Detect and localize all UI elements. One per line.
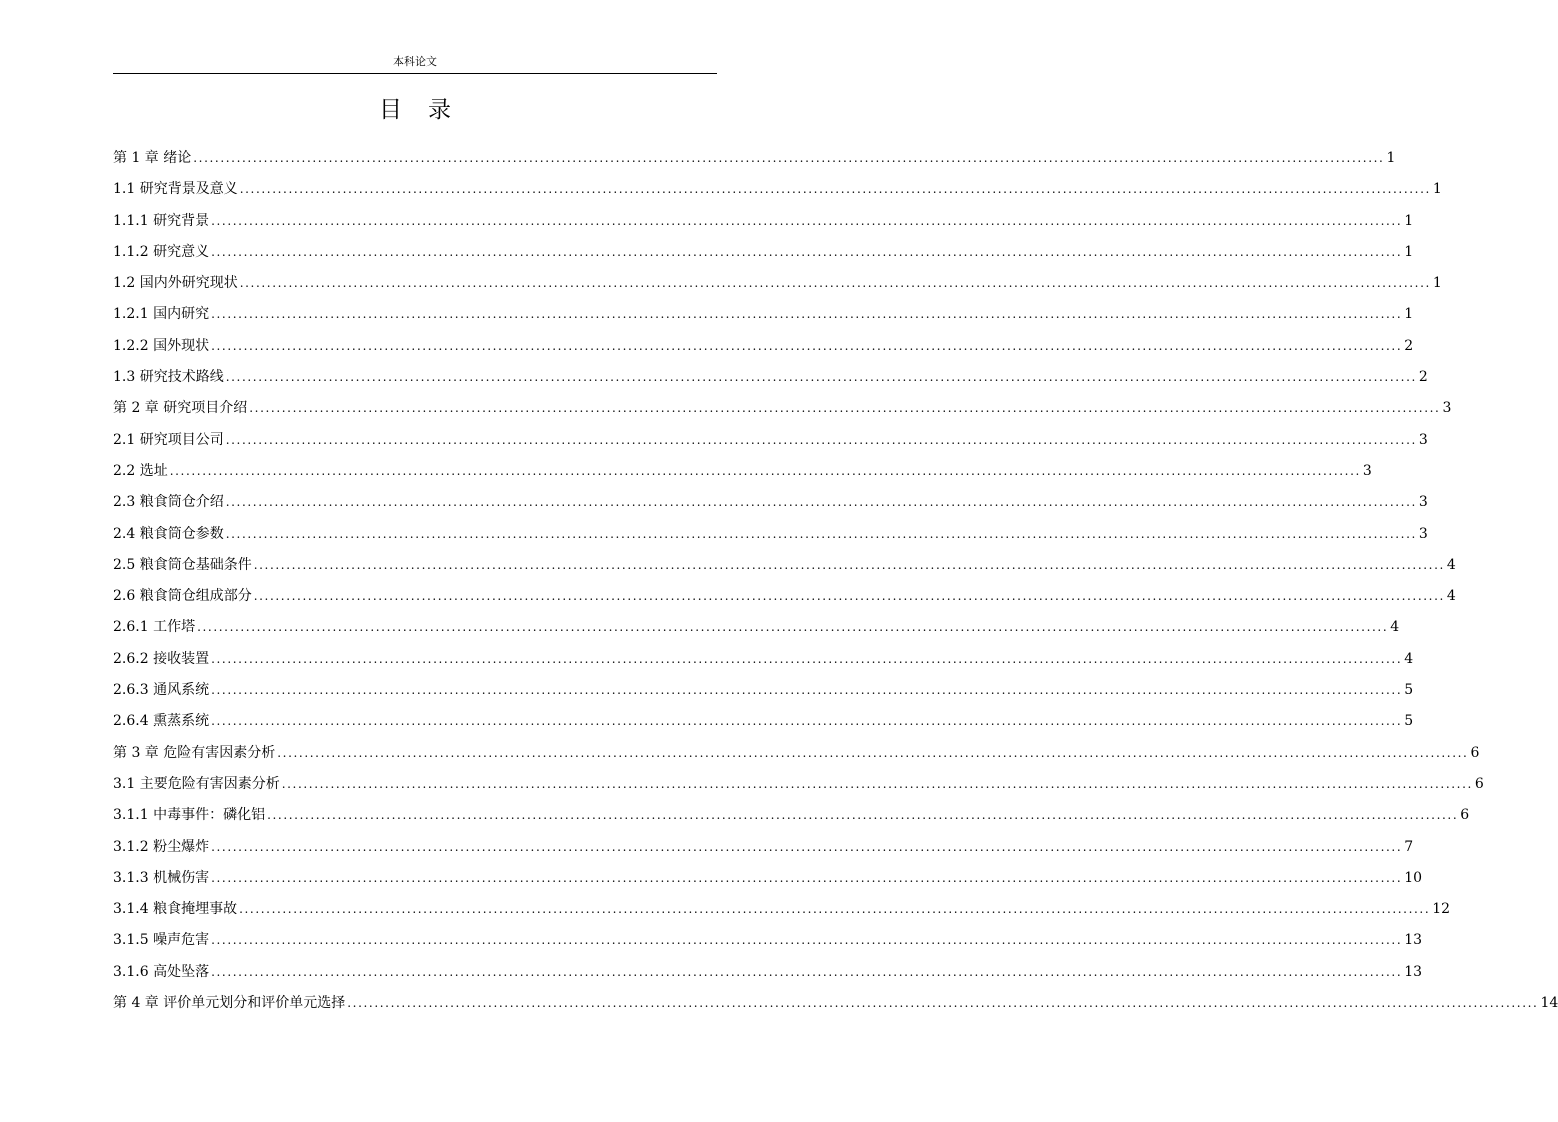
toc-entry-label: 第 4 章 评价单元划分和评价单元选择 <box>113 995 346 1012</box>
toc-entry-page: 3 <box>1418 494 1428 511</box>
running-header: 本科论文 <box>393 55 437 68</box>
toc-entry-page: 1 <box>1432 181 1442 198</box>
toc-entry-label: 1.1.2 研究意义 <box>113 243 210 260</box>
toc-dot-leader: ............................................................................................................................................................................................................................ <box>211 213 1403 228</box>
toc-entry-page: 12 <box>1432 901 1451 918</box>
toc-dot-leader: ............................................................................................................................................................................................................................ <box>169 463 1361 478</box>
toc-entry[interactable] <box>113 206 1414 237</box>
toc-entry[interactable] <box>113 456 1372 487</box>
toc-entry-label: 3.1 主要危险有害因素分析 <box>113 775 280 792</box>
toc-entry-page: 6 <box>1474 775 1484 792</box>
toc-entry-page: 2 <box>1418 369 1428 386</box>
toc-dot-leader: ............................................................................................................................................................................................................................ <box>277 745 1469 760</box>
toc-entry-label: 第 2 章 研究项目介绍 <box>113 400 248 417</box>
toc-entry[interactable] <box>113 800 1470 831</box>
toc-entry[interactable] <box>113 706 1414 737</box>
toc-dot-leader: ............................................................................................................................................................................................................................ <box>225 495 1417 510</box>
toc-entry-page: 7 <box>1404 838 1414 855</box>
table-of-contents <box>113 143 1558 1019</box>
toc-entry-label: 2.6 粮食筒仓组成部分 <box>113 588 252 605</box>
toc-entry-page: 13 <box>1404 963 1423 980</box>
toc-entry[interactable] <box>113 237 1414 268</box>
toc-entry[interactable] <box>113 393 1452 424</box>
toc-dot-leader: ............................................................................................................................................................................................................................ <box>211 683 1403 698</box>
toc-title <box>113 94 717 126</box>
toc-entry-page: 13 <box>1404 932 1423 949</box>
header-rule <box>113 73 717 74</box>
toc-entry-page: 1 <box>1404 243 1414 260</box>
toc-entry-label: 1.2.2 国外现状 <box>113 337 210 354</box>
toc-entry-page: 6 <box>1470 744 1480 761</box>
toc-entry-page: 14 <box>1540 995 1558 1012</box>
toc-entry-page: 3 <box>1418 525 1428 542</box>
toc-entry[interactable] <box>113 519 1428 550</box>
toc-entry-label: 2.1 研究项目公司 <box>113 431 224 448</box>
toc-dot-leader: ............................................................................................................................................................................................................................ <box>211 870 1403 885</box>
toc-entry[interactable] <box>113 769 1484 800</box>
toc-title-char-2: 录 <box>428 97 451 123</box>
toc-entry[interactable] <box>113 299 1414 330</box>
toc-entry-page: 1 <box>1386 150 1396 166</box>
toc-entry[interactable] <box>113 894 1451 925</box>
toc-entry[interactable] <box>113 425 1428 456</box>
toc-entry-label: 3.1.2 粉尘爆炸 <box>113 838 210 855</box>
toc-entry-page: 4 <box>1446 588 1456 605</box>
toc-dot-leader: ............................................................................................................................................................................................................................ <box>253 589 1445 604</box>
toc-entry-page: 3 <box>1418 431 1428 448</box>
toc-entry[interactable] <box>113 675 1414 706</box>
toc-dot-leader: ............................................................................................................................................................................................................................ <box>225 432 1417 447</box>
toc-entry-label: 第 1 章 绪论 <box>113 150 192 166</box>
toc-entry[interactable] <box>113 988 1558 1019</box>
toc-dot-leader: ............................................................................................................................................................................................................................ <box>193 151 1385 165</box>
toc-entry-page: 4 <box>1404 650 1414 667</box>
toc-entry-label: 第 3 章 危险有害因素分析 <box>113 744 276 761</box>
toc-entry[interactable] <box>113 174 1442 205</box>
toc-title-char-1: 目 <box>379 97 402 123</box>
toc-entry[interactable] <box>113 612 1400 643</box>
toc-dot-leader: ............................................................................................................................................................................................................................ <box>211 714 1403 729</box>
toc-dot-leader: ............................................................................................................................................................................................................................ <box>211 839 1403 854</box>
toc-entry-page: 6 <box>1460 807 1470 824</box>
toc-entry-page: 2 <box>1404 337 1414 354</box>
toc-entry[interactable] <box>113 832 1414 863</box>
toc-entry-page: 3 <box>1442 400 1452 417</box>
toc-entry[interactable] <box>113 487 1428 518</box>
toc-entry[interactable] <box>113 331 1414 362</box>
toc-entry-label: 2.6.2 接收装置 <box>113 650 210 667</box>
toc-entry-page: 5 <box>1404 713 1414 730</box>
toc-entry-label: 2.6.1 工作塔 <box>113 619 196 636</box>
toc-dot-leader: ............................................................................................................................................................................................................................ <box>239 182 1431 197</box>
toc-entry-label: 3.1.4 粮食掩埋事故 <box>113 901 238 918</box>
toc-dot-leader: ............................................................................................................................................................................................................................ <box>211 964 1403 979</box>
toc-entry-label: 3.1.6 高处坠落 <box>113 963 210 980</box>
toc-entry[interactable] <box>113 957 1423 988</box>
toc-dot-leader: ............................................................................................................................................................................................................................ <box>249 401 1441 416</box>
toc-entry[interactable] <box>113 268 1442 299</box>
toc-entry-page: 10 <box>1404 869 1423 886</box>
toc-entry-page: 4 <box>1446 556 1456 573</box>
toc-entry-label: 1.1 研究背景及意义 <box>113 181 238 198</box>
toc-entry-label: 3.1.3 机械伤害 <box>113 869 210 886</box>
toc-entry[interactable] <box>113 550 1456 581</box>
toc-entry-page: 1 <box>1432 275 1442 292</box>
toc-entry[interactable] <box>113 925 1423 956</box>
toc-entry-page: 1 <box>1404 306 1414 323</box>
toc-entry[interactable] <box>113 863 1423 894</box>
toc-entry-label: 2.2 选址 <box>113 462 168 479</box>
toc-entry-label: 1.2 国内外研究现状 <box>113 275 238 292</box>
toc-entry-label: 3.1.5 噪声危害 <box>113 932 210 949</box>
toc-dot-leader: ............................................................................................................................................................................................................................ <box>253 557 1445 572</box>
toc-dot-leader: ............................................................................................................................................................................................................................ <box>267 808 1459 823</box>
toc-entry-label: 3.1.1 中毒事件：磷化铝 <box>113 807 266 824</box>
toc-dot-leader: ............................................................................................................................................................................................................................ <box>211 651 1403 666</box>
toc-entry-label: 2.5 粮食筒仓基础条件 <box>113 556 252 573</box>
toc-dot-leader: ............................................................................................................................................................................................................................ <box>225 526 1417 541</box>
toc-entry[interactable] <box>113 581 1456 612</box>
toc-dot-leader: ............................................................................................................................................................................................................................ <box>211 244 1403 259</box>
toc-dot-leader: ............................................................................................................................................................................................................................ <box>211 933 1403 948</box>
toc-dot-leader: ............................................................................................................................................................................................................................ <box>239 276 1431 291</box>
toc-entry[interactable] <box>113 362 1428 393</box>
toc-dot-leader: ............................................................................................................................................................................................................................ <box>281 776 1473 791</box>
toc-entry-label: 1.1.1 研究背景 <box>113 212 210 229</box>
toc-entry-label: 1.2.1 国内研究 <box>113 306 210 323</box>
toc-dot-leader: ............................................................................................................................................................................................................................ <box>197 620 1389 635</box>
toc-dot-leader: ............................................................................................................................................................................................................................ <box>239 902 1431 917</box>
toc-dot-leader: ............................................................................................................................................................................................................................ <box>225 370 1417 385</box>
toc-entry-label: 2.6.3 通风系统 <box>113 682 210 699</box>
toc-entry-page: 5 <box>1404 682 1414 699</box>
toc-entry[interactable] <box>113 143 1396 174</box>
toc-entry-label: 2.6.4 熏蒸系统 <box>113 713 210 730</box>
toc-entry-page: 3 <box>1362 462 1372 479</box>
toc-dot-leader: ............................................................................................................................................................................................................................ <box>211 307 1403 322</box>
toc-entry[interactable] <box>113 644 1414 675</box>
toc-entry-page: 4 <box>1390 619 1400 636</box>
toc-entry-label: 2.3 粮食筒仓介绍 <box>113 494 224 511</box>
toc-entry-page: 1 <box>1404 212 1414 229</box>
toc-entry-label: 2.4 粮食筒仓参数 <box>113 525 224 542</box>
toc-dot-leader: ............................................................................................................................................................................................................................ <box>347 996 1539 1011</box>
toc-entry-label: 1.3 研究技术路线 <box>113 369 224 386</box>
toc-entry[interactable] <box>113 738 1480 769</box>
toc-dot-leader: ............................................................................................................................................................................................................................ <box>211 338 1403 353</box>
